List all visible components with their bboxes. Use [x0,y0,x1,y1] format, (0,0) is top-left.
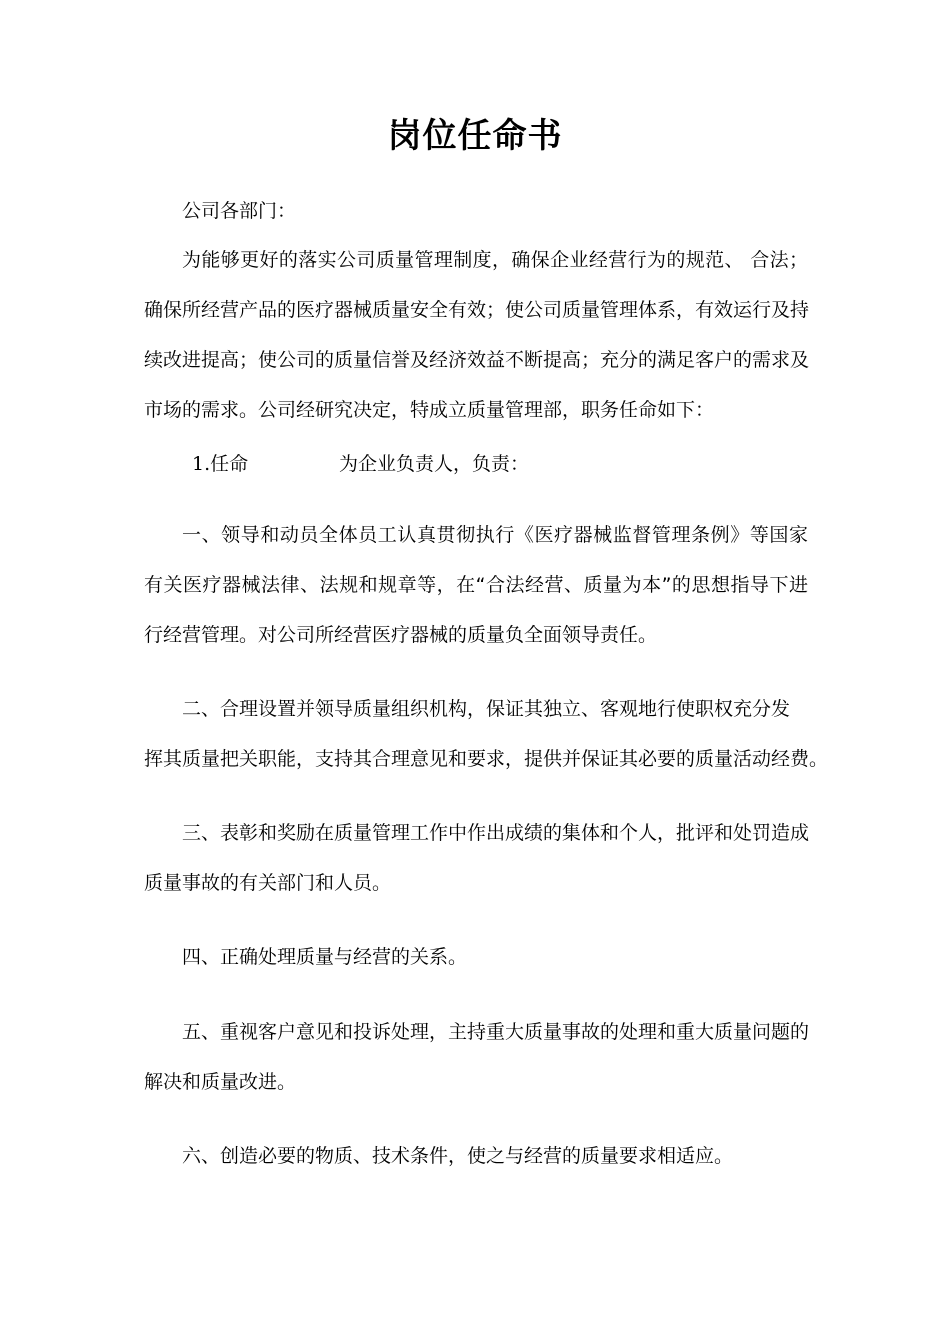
intro-line-3: 续改进提高；使公司的质量信誉及经济效益不断提高；充分的满足客户的需求及 [144,349,810,371]
duty-2-line-1: 二、合理设置并领导质量组织机构，保证其独立、客观地行使职权充分发 [182,698,791,720]
duty-5-line-1: 五、重视客户意见和投诉处理，主持重大质量事故的处理和重大质量问题的 [182,1021,810,1043]
appointment-suffix: 为企业负责人，负责： [339,453,530,475]
intro-line-4: 市场的需求。公司经研究决定，特成立质量管理部，职务任命如下： [144,399,715,421]
appointment-prefix: 任命 [210,453,249,475]
duty-1-line-2: 有关医疗器械法律、法规和规章等，在“合法经营、质量为本”的思想指导下进 [144,574,808,596]
duty-3-line-2: 质量事故的有关部门和人员。 [144,872,392,894]
duty-6-line-1: 六、创造必要的物质、技术条件，使之与经营的质量要求相适应。 [182,1145,734,1167]
duty-1-line-3: 行经营管理。对公司所经营医疗器械的质量负全面领导责任。 [144,624,658,646]
appointment-number: 1. [192,453,211,475]
intro-line-1: 为能够更好的落实公司质量管理制度，确保企业经营行为的规范、 合法； [182,249,808,271]
duty-1-line-1: 一、领导和动员全体员工认真贯彻执行《医疗器械监督管理条例》等国家 [182,524,808,546]
appointment-line [192,451,248,477]
duty-4-line-1: 四、正确处理质量与经营的关系。 [182,946,468,968]
document-title: 岗位任命书 [387,116,563,156]
duty-3-line-1: 三、表彰和奖励在质量管理工作中作出成绩的集体和个人，批评和处罚造成 [182,822,810,844]
duty-5-line-2: 解决和质量改进。 [144,1071,297,1093]
salutation: 公司各部门： [182,200,297,222]
duty-2-line-2: 挥其质量把关职能，支持其合理意见和要求，提供并保证其必要的质量活动经费。 [144,748,829,770]
intro-line-2: 确保所经营产品的医疗器械质量安全有效；使公司质量管理体系，有效运行及持 [144,299,810,321]
